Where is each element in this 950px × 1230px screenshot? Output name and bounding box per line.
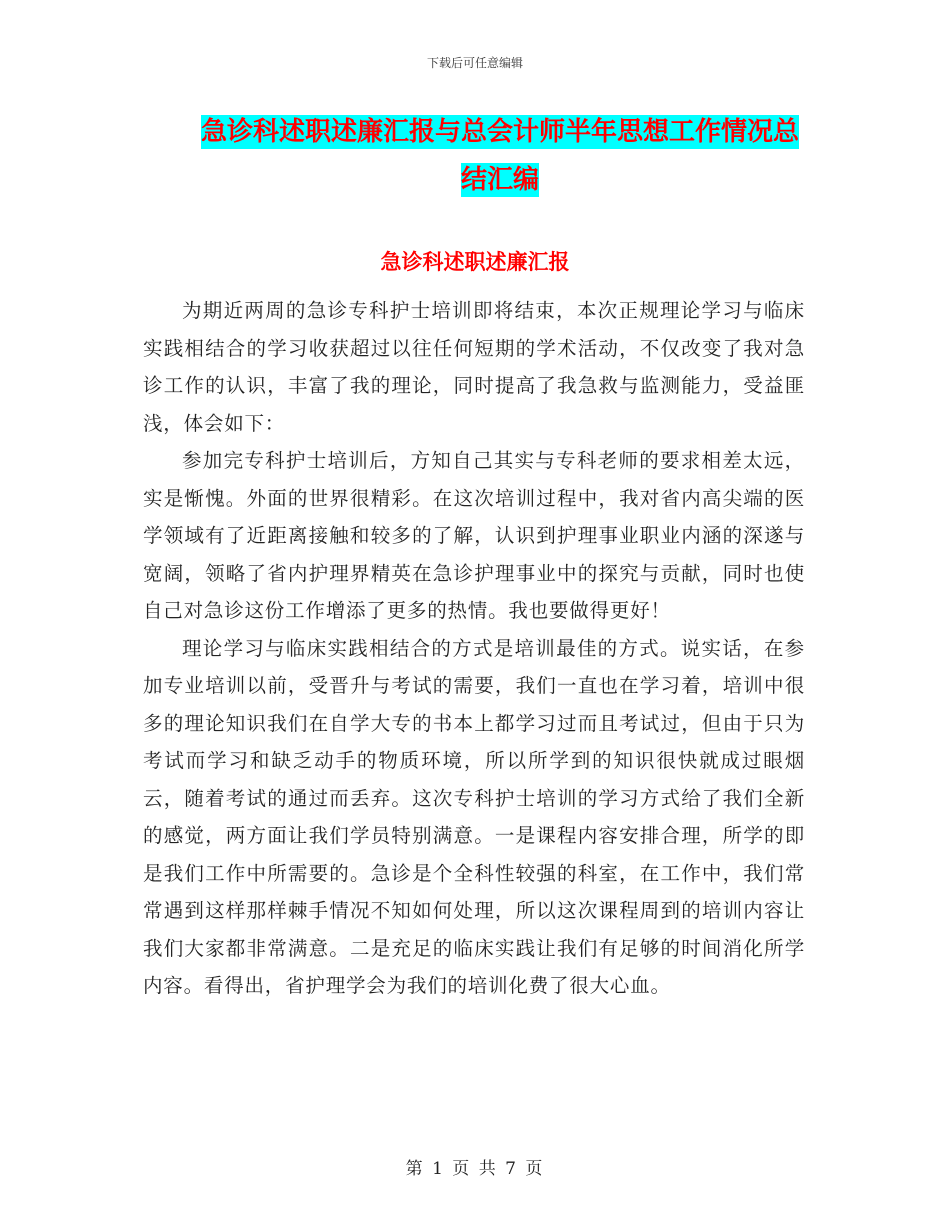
paragraph: 理论学习与临床实践相结合的方式是培训最佳的方式。说实话，在参加专业培训以前，受晋升与考试的需要，我们一直也在学习着，培训中很多的理论知识我们在自学大专的书本上都学习过而且考试过，但由于只为考试而学习和缺乏动手的物质环境，所以所学到的知识很快就成过眼烟云，随着考试的通过而丢弃。这次专科护士培训的学习方式给了我们全新的感觉，两方面让我们学员特别满意。一是课程内容安排合理，所学的即是我们工作中所需要的。急诊是个全科性较强的科室，在工作中，我们常常遇到这样那样棘手情况不知如何处理，所以这次课程周到的培训内容让我们大家都非常满意。二是充足的临床实践让我们有足够的时间消化所学内容。看得出，省护理学会为我们的培训化费了很大心血。 [143, 636, 805, 997]
paragraph: 为期近两周的急诊专科护士培训即将结束，本次正规理论学习与临床实践相结合的学习收获超过以往任何短期的学术活动，不仅改变了我对急诊工作的认识，丰富了我的理论，同时提高了我急救与监测能力，受益匪浅，体会如下： [143, 299, 805, 435]
header-note: 下载后可任意编辑 [426, 56, 523, 70]
document-title-text: 急诊科述职述廉汇报与总会计师半年思想工作情况总结汇编 [200, 117, 799, 195]
paragraph: 参加完专科护士培训后，方知自己其实与专科老师的要求相差太远，实是惭愧。外面的世界很精彩。在这次培训过程中，我对省内高尖端的医学领域有了近距离接触和较多的了解，认识到护理事业职业内涵的深遂与宽阔，领略了省内护理界精英在急诊护理事业中的探究与贡献，同时也使自己对急诊这份工作增添了更多的热情。我也要做得更好！ [143, 449, 805, 622]
document-title [190, 108, 810, 204]
document-body [143, 292, 805, 1005]
section-title: 急诊科述职述廉汇报 [380, 250, 570, 274]
page-number: 第 1 页 共 7 页 [405, 1159, 545, 1179]
